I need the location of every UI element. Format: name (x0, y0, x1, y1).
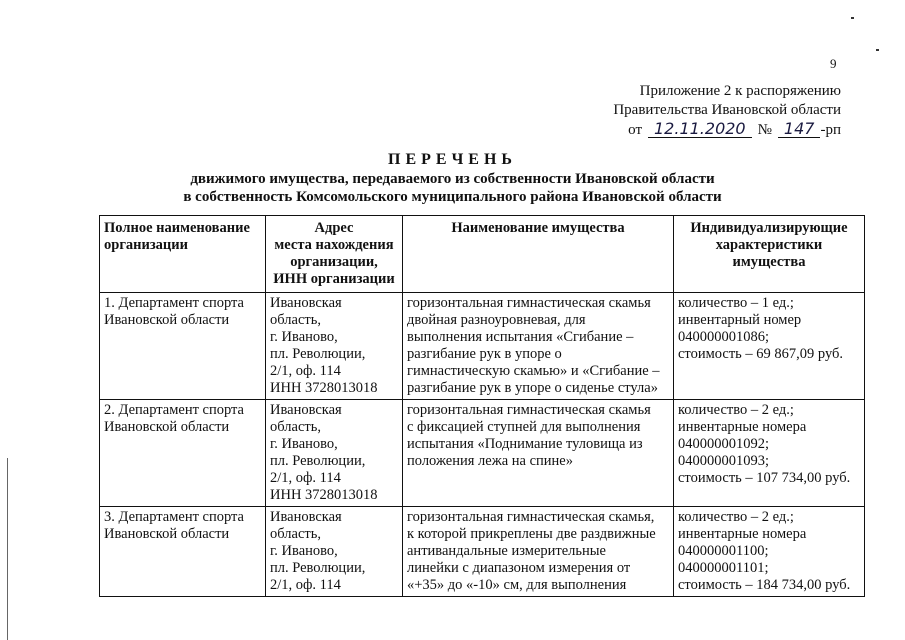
cell-line: горизонтальная гимнастическая скамья, (407, 509, 655, 525)
cell-line: к которой прикреплены две раздвижные (407, 526, 656, 542)
subtitle-line-2: в собственность Комсомольского муниципального района Ивановской области (183, 189, 722, 205)
cell-line: 2/1, оф. 114 (270, 577, 341, 593)
characteristics-cell (674, 293, 865, 400)
cell-line: пл. Революции, (270, 560, 366, 576)
cell-line: область, (270, 526, 321, 542)
cell-line: 040000001101; (678, 560, 769, 576)
column-header-line: имущества (732, 254, 806, 270)
characteristics-cell (674, 507, 865, 597)
scan-speck (876, 49, 879, 51)
cell-line: разгибание рук в упоре о сиденье стула» (407, 380, 658, 396)
property-name-cell (403, 293, 674, 400)
handwritten-date: 12.11.2020 (648, 120, 752, 138)
address-cell (266, 400, 403, 507)
property-name-cell (403, 400, 674, 507)
cell-line: двойная разноуровневая, для (407, 312, 586, 328)
handwritten-number: 147 (778, 120, 821, 138)
column-header (100, 216, 266, 293)
document-heading (0, 150, 905, 206)
column-header-line: характеристики (715, 237, 823, 253)
scan-speck (851, 17, 854, 19)
cell-line: стоимость – 107 734,00 руб. (678, 470, 851, 486)
address-cell (266, 293, 403, 400)
column-header-line: Наименование имущества (451, 220, 625, 236)
cell-line: г. Иваново, (270, 436, 338, 452)
cell-line: антивандальные измерительные (407, 543, 606, 559)
cell-line: Ивановской области (104, 526, 230, 542)
cell-line: стоимость – 184 734,00 руб. (678, 577, 851, 593)
cell-line: Ивановской области (104, 419, 230, 435)
characteristics-cell (674, 400, 865, 507)
cell-line: линейки с диапазоном измерения от (407, 560, 631, 576)
document-title: ПЕРЕЧЕНЬ (388, 151, 517, 168)
cell-line: разгибание рук в упоре о (407, 346, 562, 362)
cell-line: инвентарный номер (678, 312, 802, 328)
table-body (100, 293, 865, 597)
cell-line: Ивановская (270, 295, 342, 311)
cell-line: 040000001086; (678, 329, 770, 345)
cell-line: испытания «Поднимание туловища из (407, 436, 643, 452)
cell-line: пл. Революции, (270, 346, 366, 362)
column-header-line: места нахождения (274, 237, 394, 253)
cell-line: Ивановская (270, 509, 342, 525)
table-row (100, 507, 865, 597)
column-header-line: Индивидуализирующие (690, 220, 848, 236)
cell-line: инвентарные номера (678, 419, 807, 435)
cell-line: стоимость – 69 867,09 руб. (678, 346, 844, 362)
cell-line: 040000001092; (678, 436, 770, 452)
cell-line: 2/1, оф. 114 (270, 363, 341, 379)
cell-line: количество – 1 ед.; (678, 295, 794, 311)
address-cell (266, 507, 403, 597)
cell-line: пл. Революции, (270, 453, 366, 469)
column-header-line: Адрес (314, 220, 354, 236)
cell-line: количество – 2 ед.; (678, 509, 794, 525)
cell-line: ИНН 3728013018 (270, 487, 378, 503)
cell-line: положения лежа на спине» (407, 453, 573, 469)
table-row (100, 293, 865, 400)
cell-line: 040000001100; (678, 543, 769, 559)
appendix-block (613, 82, 841, 140)
table-header-row (100, 216, 865, 293)
cell-line: г. Иваново, (270, 329, 338, 345)
subtitle-line-1: движимого имущества, передаваемого из собственности Ивановской области (190, 171, 715, 187)
cell-line: 2. Департамент спорта (104, 402, 244, 418)
cell-line: «+35» до «-10» см, для выполнения (407, 577, 627, 593)
cell-line: горизонтальная гимнастическая скамья (407, 295, 651, 311)
column-header (674, 216, 865, 293)
cell-line: Ивановская (270, 402, 342, 418)
cell-line: Ивановской области (104, 312, 230, 328)
column-header-line: ИНН организации (273, 271, 395, 287)
cell-line: 3. Департамент спорта (104, 509, 244, 525)
number-label: № (757, 122, 772, 138)
cell-line: г. Иваново, (270, 543, 338, 559)
cell-line: 040000001093; (678, 453, 770, 469)
cell-line: горизонтальная гимнастическая скамья (407, 402, 651, 418)
property-table (99, 215, 865, 597)
column-header (403, 216, 674, 293)
cell-line: область, (270, 312, 321, 328)
cell-line: количество – 2 ед.; (678, 402, 794, 418)
cell-line: выполнения испытания «Сгибание – (407, 329, 634, 345)
column-header-line: Полное наименование (104, 220, 250, 236)
property-name-cell (403, 507, 674, 597)
cell-line: 1. Департамент спорта (104, 295, 244, 311)
cell-line: инвентарные номера (678, 526, 807, 542)
column-header-line: организации, (290, 254, 378, 270)
cell-line: ИНН 3728013018 (270, 380, 378, 396)
table-row (100, 400, 865, 507)
appendix-line-1: Приложение 2 к распоряжению (639, 83, 841, 99)
appendix-date-line (613, 120, 841, 140)
column-header-line: организации (104, 237, 188, 253)
cell-line: 2/1, оф. 114 (270, 470, 341, 486)
cell-line: с фиксацией ступней для выполнения (407, 419, 641, 435)
cell-line: область, (270, 419, 321, 435)
org-cell (100, 400, 266, 507)
appendix-line-2: Правительства Ивановской области (613, 102, 841, 118)
org-cell (100, 507, 266, 597)
page-number: 9 (830, 56, 837, 71)
org-cell (100, 293, 266, 400)
column-header (266, 216, 403, 293)
scan-margin-line (7, 458, 8, 640)
number-suffix: -рп (820, 122, 841, 138)
from-label: от (628, 122, 642, 138)
cell-line: гимнастическую скамью» и «Сгибание – (407, 363, 660, 379)
